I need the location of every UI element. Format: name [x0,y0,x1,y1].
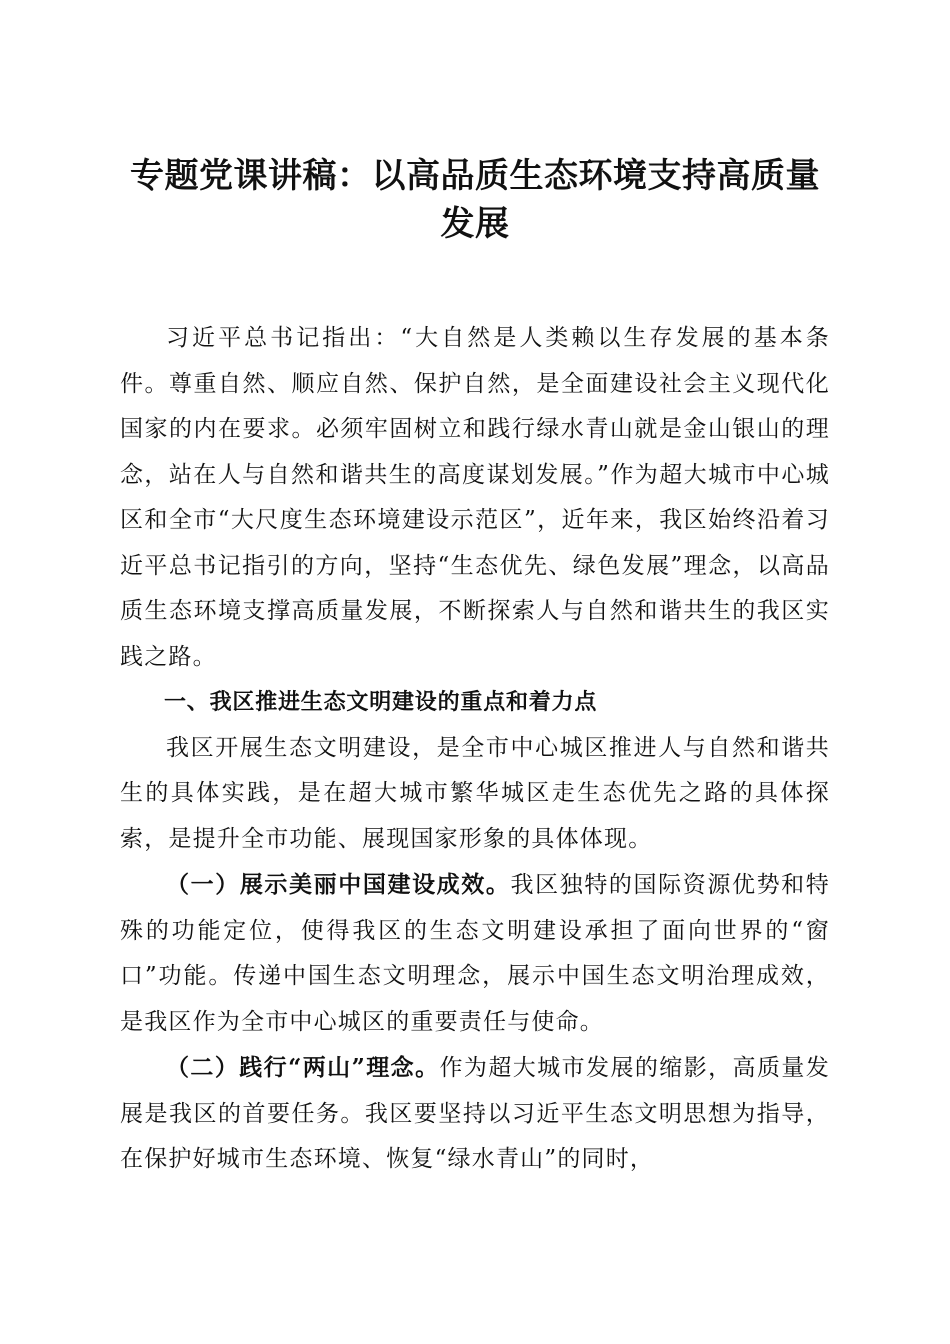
subsection-body-1: 我区独特的国际资源优势和特殊的功能定位，使得我区的生态文明建设承担了面向世界的“窗口”功能。传递中国生态文明理念，展示中国生态文明治理成效，是我区作为全市中心城区的重要责任与使命。 [120,872,830,1035]
title-line-2: 发展 [440,204,510,244]
subsection-paragraph-2 [120,1045,830,1183]
subsection-paragraph-1 [120,862,830,1045]
subsection-heading-2: （二）践行“两山”理念。 [166,1054,440,1081]
subsection-body-2: 作为超大城市发展的缩影，高质量发展是我区的首要任务。我区要坚持以习近平生态文明思想为指导，在保护好城市生态环境、恢复“绿水青山”的同时， [120,1055,830,1172]
title-line-1: 专题党课讲稿：以高品质生态环境支持高质量 [130,156,820,196]
intro-paragraph: 习近平总书记指出：“大自然是人类赖以生存发展的基本条件。尊重自然、顺应自然、保护自然，是全面建设社会主义现代化国家的内在要求。必须牢固树立和践行绿水青山就是金山银山的理念，站在人与自然和谐共生的高度谋划发展。”作为超大城市中心城区和全市“大尺度生态环境建设示范区”，近年来，我区始终沿着习近平总书记指引的方向，坚持“生态优先、绿色发展”理念，以高品质生态环境支撑高质量发展，不断探索人与自然和谐共生的我区实践之路。 [120,325,830,670]
document-page [120,152,830,1183]
document-title [120,152,830,248]
section-heading-1: 一、我区推进生态文明建设的重点和着力点 [164,690,598,715]
subsection-heading-1: （一）展示美丽中国建设成效。 [166,871,511,898]
body-paragraph-2: 我区开展生态文明建设，是全市中心城区推进人与自然和谐共生的具体实践，是在超大城市繁华城区走生态优先之路的具体探索，是提升全市功能、展现国家形象的具体体现。 [120,734,830,852]
